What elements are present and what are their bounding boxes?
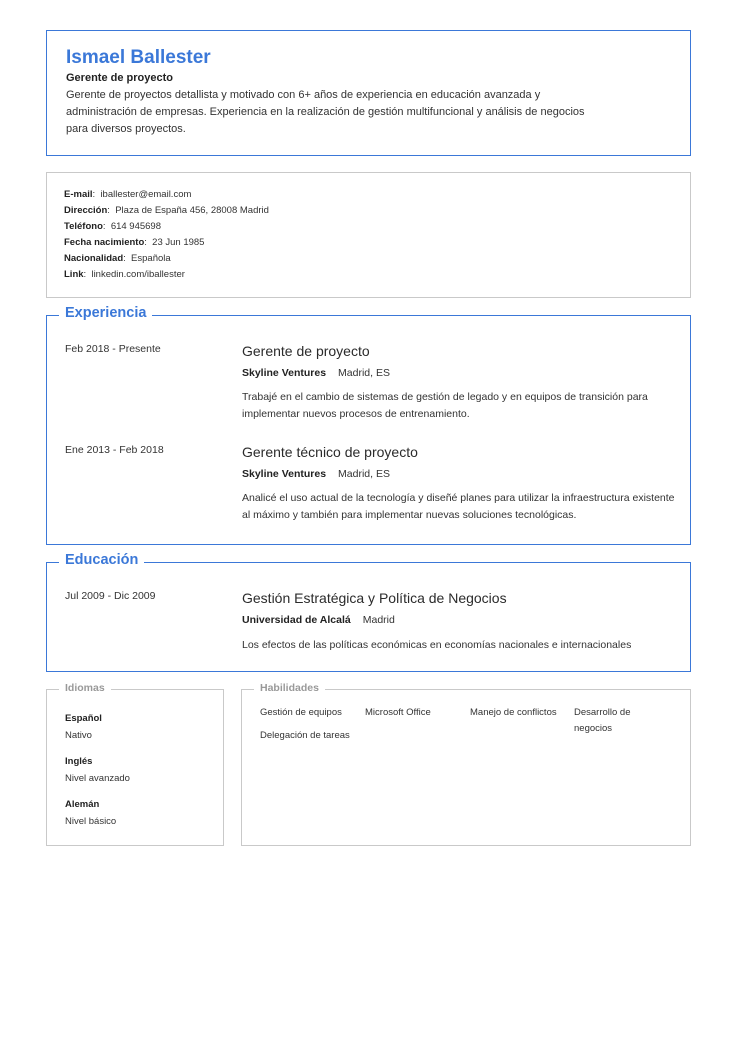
languages-heading: Idiomas xyxy=(59,682,111,694)
language-level: Nivel básico xyxy=(65,816,117,827)
education-description: Los efectos de las políticas económicas en economías nacionales e internacionales xyxy=(242,639,632,651)
job-title: Gerente de proyecto xyxy=(242,343,370,359)
skill-item: Microsoft Office xyxy=(365,707,431,718)
education-school: Universidad de Alcalá Madrid xyxy=(242,614,395,626)
language-level: Nivel avanzado xyxy=(65,773,130,784)
language-name: Español xyxy=(65,713,102,724)
contact-phone: Teléfono: 614 945698 xyxy=(64,221,162,232)
skills-heading: Habilidades xyxy=(254,682,325,694)
education-title: Gestión Estratégica y Política de Negocios xyxy=(242,590,507,606)
skills-section xyxy=(241,682,691,846)
language-name: Alemán xyxy=(65,799,100,810)
skill-item: Gestión de equipos xyxy=(260,707,342,718)
language-name: Inglés xyxy=(65,756,93,767)
candidate-name: Ismael Ballester xyxy=(66,47,211,68)
skill-item: Manejo de conflictos xyxy=(470,707,557,718)
contact-email: E-mail: iballester@email.com xyxy=(64,189,192,200)
candidate-role: Gerente de proyecto xyxy=(66,72,173,84)
contact-birthdate: Fecha nacimiento: 23 Jun 1985 xyxy=(64,237,205,248)
language-level: Nativo xyxy=(65,730,92,741)
job-company: Skyline Ventures Madrid, ES xyxy=(242,468,390,480)
job-title: Gerente técnico de proyecto xyxy=(242,444,418,460)
contact-nationality: Nacionalidad: Española xyxy=(64,253,171,264)
education-heading: Educación xyxy=(59,552,144,568)
profile-summary: Gerente de proyectos detallista y motivado con 6+ años de experiencia en educación avanzada y administración de empresas. Experiencia en la realización de gestión multifuncional y análisis de negocios para diversos proyectos. xyxy=(66,89,585,135)
job-date: Feb 2018 - Presente xyxy=(65,343,161,355)
job-company: Skyline Ventures Madrid, ES xyxy=(242,367,390,379)
skill-item: Delegación de tareas xyxy=(260,730,350,741)
contact-address: Dirección: Plaza de España 456, 28008 Madrid xyxy=(64,205,269,216)
header-section xyxy=(46,30,691,156)
contact-link: Link: linkedin.com/iballester xyxy=(64,269,185,280)
skill-item: Desarrollo de negocios xyxy=(574,707,631,734)
contact-section xyxy=(46,172,691,298)
job-date: Ene 2013 - Feb 2018 xyxy=(65,444,164,456)
education-date: Jul 2009 - Dic 2009 xyxy=(65,590,156,602)
experience-section xyxy=(46,305,691,545)
experience-heading: Experiencia xyxy=(59,305,152,321)
languages-section xyxy=(46,682,224,846)
education-section xyxy=(46,552,691,672)
job-description: Trabajé en el cambio de sistemas de gestión de legado y en equipos de transición para implementar nuevos procesos de entrenamiento. xyxy=(242,391,648,420)
job-description: Analicé el uso actual de la tecnología y diseñé planes para utilizar la infraestructura existente al máximo y también para implementar nuevas soluciones tecnológicas. xyxy=(242,492,675,521)
